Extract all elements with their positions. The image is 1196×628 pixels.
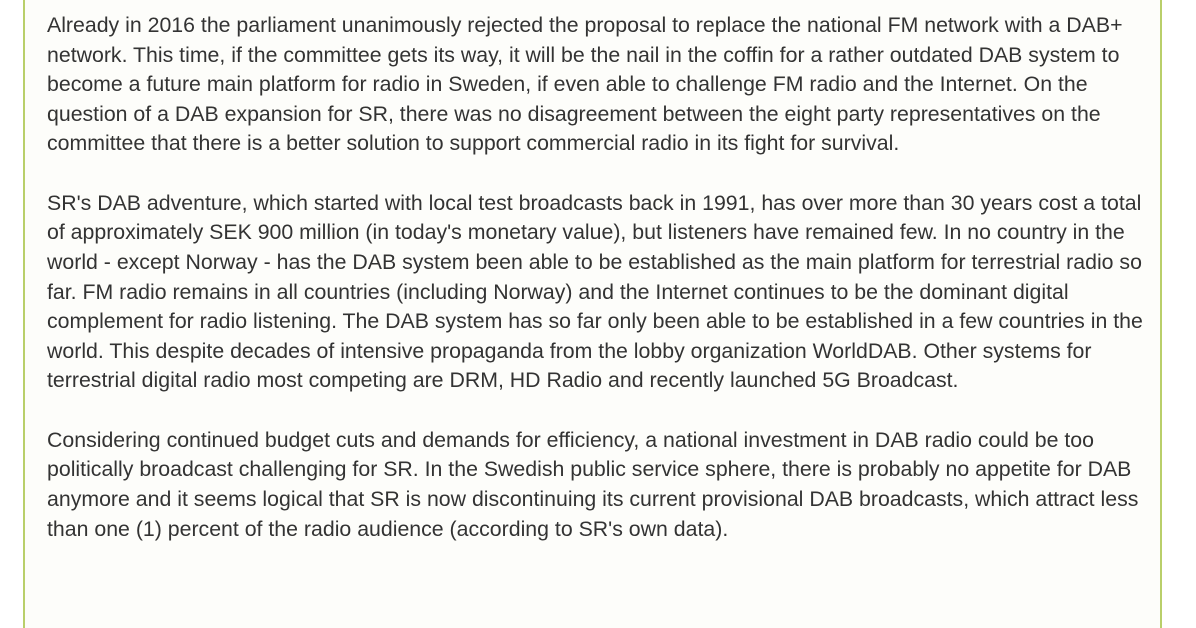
article-panel bbox=[23, 0, 1162, 628]
article-paragraph-2: SR's DAB adventure, which started with local test broadcasts back in 1991, has over more than 30 years cost a total of approximately SEK 900 million (in today's monetary value), but listeners have remained few. In no country in the world - except Norway - has the DAB system been able to be established as the main platform for terrestrial radio so far. FM radio remains in all countries (including Norway) and the Internet continues to be the dominant digital complement for radio listening. The DAB system has so far only been able to be established in a few countries in the world. This despite decades of intensive propaganda from the lobby organization WorldDAB. Other systems for terrestrial digital radio most competing are DRM, HD Radio and recently launched 5G Broadcast. bbox=[47, 190, 1143, 393]
article-body bbox=[47, 11, 1147, 574]
article-paragraph-1: Already in 2016 the parliament unanimously rejected the proposal to replace the national FM network with a DAB+ network. This time, if the committee gets its way, it will be the nail in the coffin for a rather outdated DAB system to become a future main platform for radio in Sweden, if even able to challenge FM radio and the Internet. On the question of a DAB expansion for SR, there was no disagreement between the eight party representatives on the committee that there is a better solution to support commercial radio in its fight for survival. bbox=[47, 13, 1123, 156]
article-paragraph-3: Considering continued budget cuts and demands for efficiency, a national investment in DAB radio could be too politically broadcast challenging for SR. In the Swedish public service sphere, there is probably no appetite for DAB anymore and it seems logical that SR is now discontinuing its current provisional DAB broadcasts, which attract less than one (1) percent of the radio audience (according to SR's own data). bbox=[47, 427, 1139, 541]
